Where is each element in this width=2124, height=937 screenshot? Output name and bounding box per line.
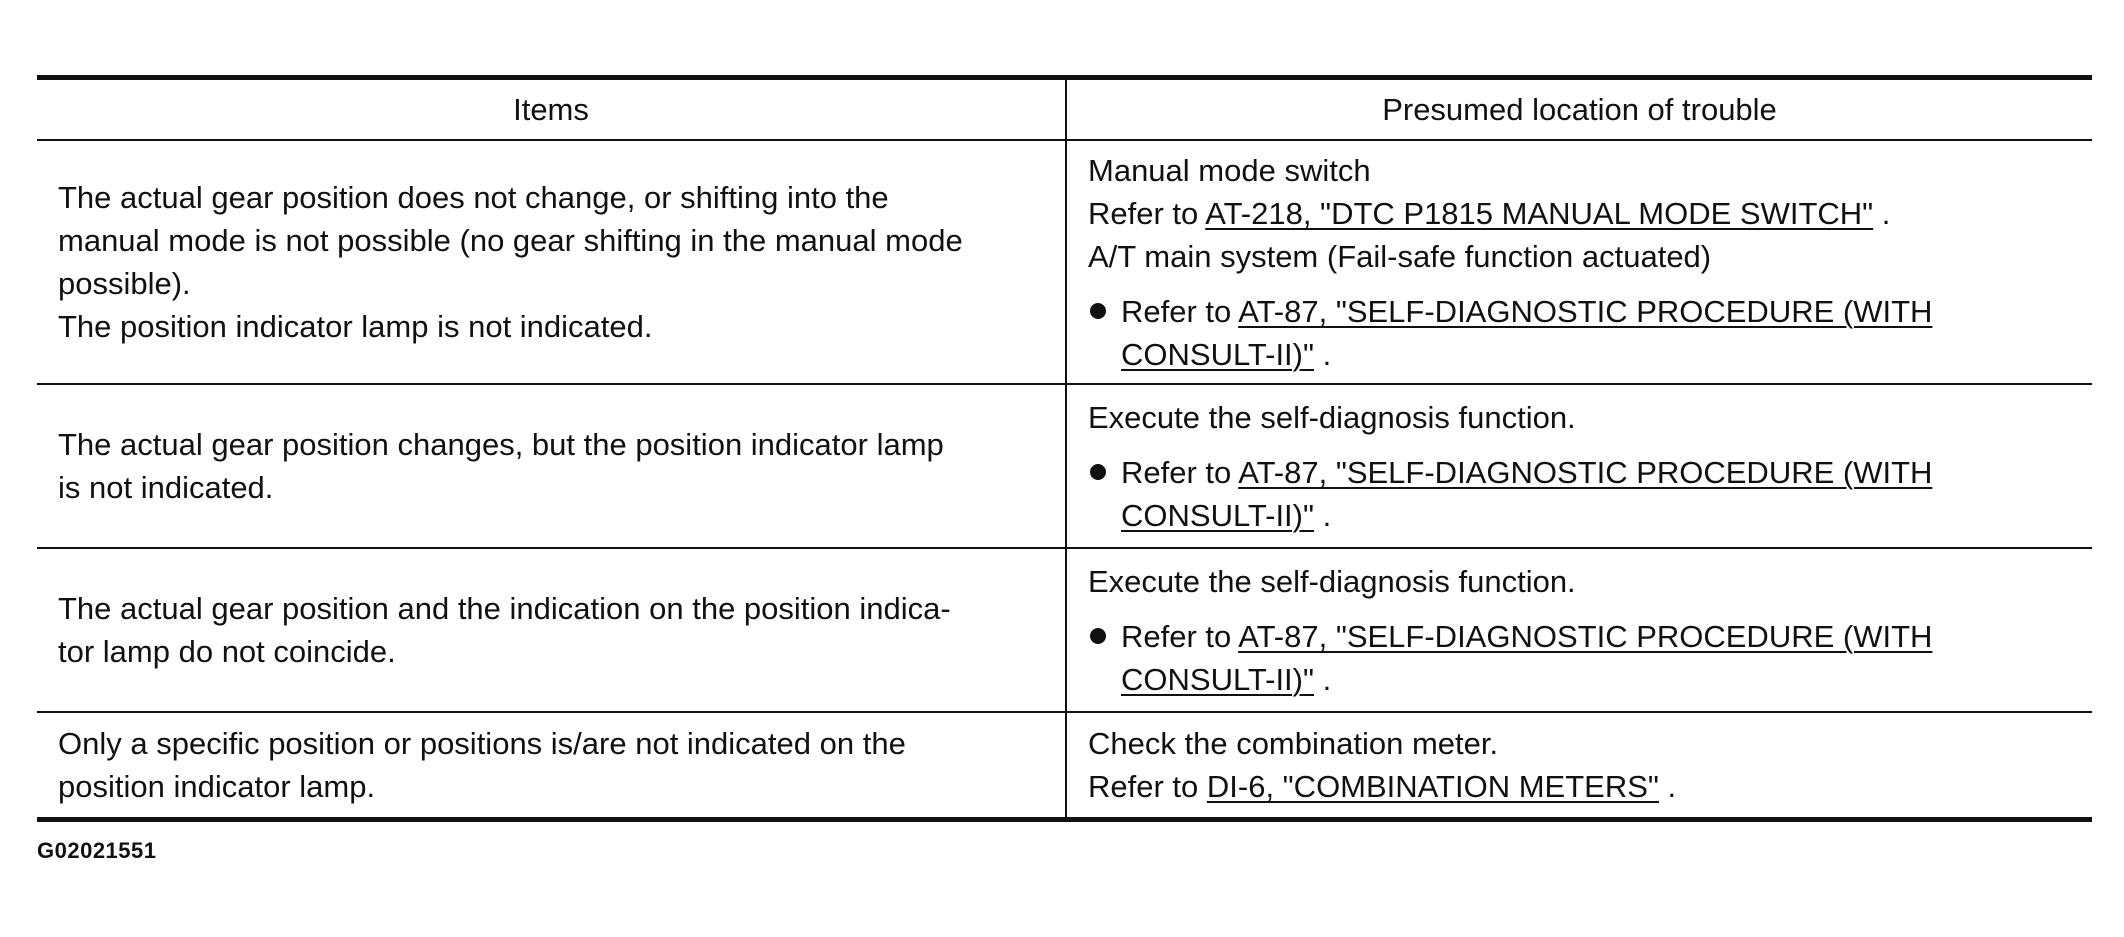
reference-link[interactable]: AT-87, "SELF-DIAGNOSTIC PROCEDURE (WITH bbox=[1238, 618, 1933, 654]
location-text: Manual mode switch bbox=[1088, 152, 1371, 188]
table-row bbox=[37, 712, 2092, 820]
reference-line bbox=[1121, 290, 2072, 333]
bullet-item bbox=[1088, 615, 2072, 701]
refer-to-text: Refer to bbox=[1121, 454, 1239, 490]
location-text: Execute the self-diagnosis function. bbox=[1088, 563, 1576, 599]
reference-suffix: . bbox=[1314, 497, 1332, 533]
bullet-icon bbox=[1090, 303, 1106, 319]
location-cell bbox=[1066, 548, 2092, 712]
bullet-item bbox=[1088, 451, 2072, 537]
header-presumed-location: Presumed location of trouble bbox=[1066, 78, 2092, 141]
reference-suffix: . bbox=[1658, 769, 1677, 804]
location-cell bbox=[1066, 712, 2092, 820]
reference-line bbox=[1088, 192, 2072, 235]
item-text-line: The actual gear position and the indication on the position indica- bbox=[58, 591, 951, 626]
location-text: Check the combination meter. bbox=[1088, 726, 1499, 761]
reference-line bbox=[1088, 765, 2072, 808]
reference-link[interactable]: AT-87, "SELF-DIAGNOSTIC PROCEDURE (WITH bbox=[1238, 293, 1933, 329]
reference-suffix: . bbox=[1314, 661, 1332, 697]
item-cell bbox=[37, 384, 1066, 548]
reference-link-continued[interactable]: CONSULT-II)" bbox=[1121, 661, 1314, 697]
item-text-line: manual mode is not possible (no gear shifting in the manual mode bbox=[58, 223, 963, 258]
refer-to-text: Refer to bbox=[1121, 293, 1239, 329]
reference-link-continued[interactable]: CONSULT-II)" bbox=[1121, 336, 1314, 372]
item-text-line: The position indicator lamp is not indicated. bbox=[58, 309, 653, 344]
bullet-item bbox=[1088, 290, 2072, 376]
refer-to-text: Refer to bbox=[1088, 195, 1206, 231]
table-row bbox=[37, 384, 2092, 548]
trouble-diagnosis-table bbox=[37, 75, 2092, 822]
refer-to-text: Refer to bbox=[1121, 618, 1239, 654]
item-cell bbox=[37, 712, 1066, 820]
bullet-icon bbox=[1090, 464, 1106, 480]
item-text-line: Only a specific position or positions is/are not indicated on the bbox=[58, 726, 906, 761]
figure-id: G02021551 bbox=[37, 838, 157, 863]
table-header-row bbox=[37, 78, 2092, 141]
table-row bbox=[37, 140, 2092, 384]
reference-suffix: . bbox=[1314, 336, 1332, 372]
reference-line bbox=[1121, 615, 2072, 658]
item-text-line: is not indicated. bbox=[58, 470, 274, 505]
reference-line-continued bbox=[1121, 494, 2072, 537]
item-text-line: The actual gear position changes, but the position indicator lamp bbox=[58, 427, 944, 462]
table-row bbox=[37, 548, 2092, 712]
item-text-line: possible). bbox=[58, 266, 191, 301]
reference-suffix: . bbox=[1873, 195, 1891, 231]
location-cell bbox=[1066, 140, 2092, 384]
location-text: A/T main system (Fail-safe function actuated) bbox=[1088, 238, 1712, 274]
item-cell bbox=[37, 548, 1066, 712]
location-cell bbox=[1066, 384, 2092, 548]
item-text-line: The actual gear position does not change, or shifting into the bbox=[58, 180, 889, 215]
item-text-line: tor lamp do not coincide. bbox=[58, 634, 396, 669]
item-cell bbox=[37, 140, 1066, 384]
reference-link[interactable]: DI-6, "COMBINATION METERS" bbox=[1206, 769, 1659, 804]
item-text-line: position indicator lamp. bbox=[58, 769, 376, 804]
reference-link[interactable]: AT-87, "SELF-DIAGNOSTIC PROCEDURE (WITH bbox=[1238, 454, 1933, 490]
header-items: Items bbox=[37, 78, 1066, 141]
reference-line-continued bbox=[1121, 658, 2072, 701]
reference-line-continued bbox=[1121, 333, 2072, 376]
refer-to-text: Refer to bbox=[1088, 769, 1207, 804]
location-text: Execute the self-diagnosis function. bbox=[1088, 399, 1576, 435]
reference-line bbox=[1121, 451, 2072, 494]
reference-link-continued[interactable]: CONSULT-II)" bbox=[1121, 497, 1314, 533]
bullet-icon bbox=[1090, 628, 1106, 644]
reference-link[interactable]: AT-218, "DTC P1815 MANUAL MODE SWITCH" bbox=[1205, 195, 1874, 231]
